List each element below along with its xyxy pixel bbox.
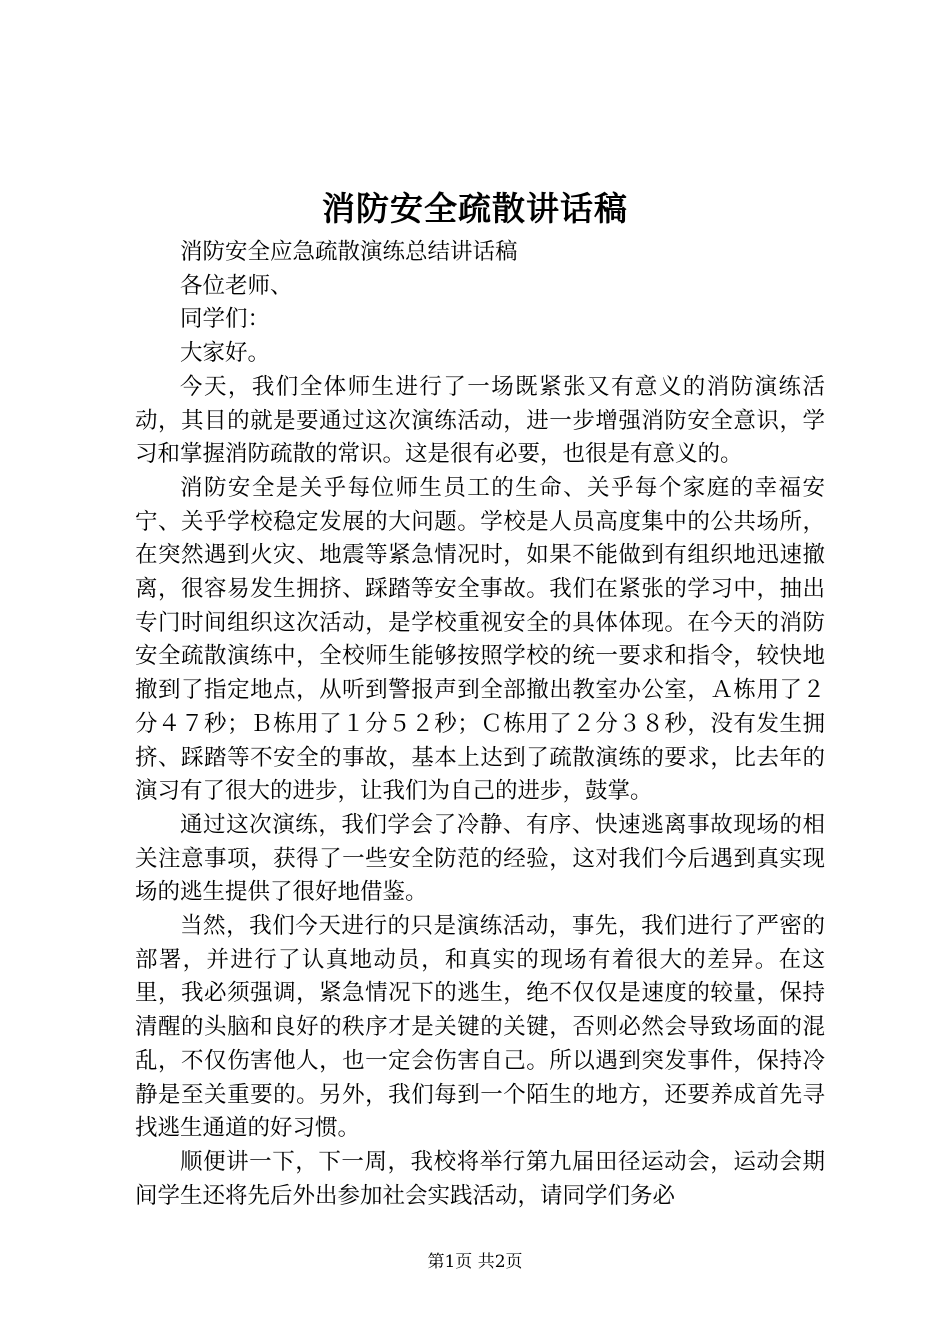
paragraph: 今天，我们全体师生进行了一场既紧张又有意义的消防演练活动，其目的就是要通过这次演练活动，进一步增强消防安全意识，学习和掌握消防疏散的常识。这是很有必要，也很是有意义的。 (135, 373, 825, 468)
paragraph: 大家好。 (180, 340, 271, 367)
paragraph: 消防安全是关乎每位师生员工的生命、关乎每个家庭的幸福安宁、关乎学校稳定发展的大问题。学校是人员高度集中的公共场所，在突然遇到火灾、地震等紧急情况时，如果不能做到有组织地迅速撤离，很容易发生拥挤、踩踏等安全事故。我们在紧张的学习中，抽出专门时间组织这次活动，是学校重视安全的具体体现。在今天的消防安全疏散演练中，全校师生能够按照学校的统一要求和指令，较快地撤到了指定地点，从听到警报声到全部撤出教室办公室，Ａ栋用了２分４７秒；Ｂ栋用了１分５２秒；Ｃ栋用了２分３８秒，没有发生拥挤、踩踏等不安全的事故，基本上达到了疏散演练的要求，比去年的演习有了很大的进步，让我们为自己的进步，鼓掌。 (135, 474, 825, 805)
paragraph: 消防安全应急疏散演练总结讲话稿 (180, 239, 518, 265)
paragraph: 各位老师、 (180, 272, 293, 299)
paragraph: 通过这次演练，我们学会了冷静、有序、快速逃离事故现场的相关注意事项，获得了一些安全防范的经验，这对我们今后遇到真实现场的逃生提供了很好地借鉴。 (135, 811, 825, 906)
page-footer: 第1页 共2页 (427, 1252, 523, 1272)
paragraph: 当然，我们今天进行的只是演练活动，事先，我们进行了严密的部署，并进行了认真地动员，和真实的现场有着很大的差异。在这里，我必须强调，紧急情况下的逃生，绝不仅仅是速度的较量，保持清醒的头脑和良好的秩序才是关键的关键，否则必然会导致场面的混乱，不仅伤害他人，也一定会伤害自己。所以遇到突发事件，保持冷静是至关重要的。另外，我们每到一个陌生的地方，还要养成首先寻找逃生通道的好习惯。 (135, 913, 825, 1142)
document-title: 消防安全疏散讲话稿 (322, 189, 628, 228)
paragraph: 顺便讲一下，下一周，我校将举行第九届田径运动会，运动会期间学生还将先后外出参加社会实践活动，请同学们务必 (135, 1148, 825, 1209)
paragraph: 同学们： (180, 306, 271, 333)
document-body (135, 236, 825, 1213)
